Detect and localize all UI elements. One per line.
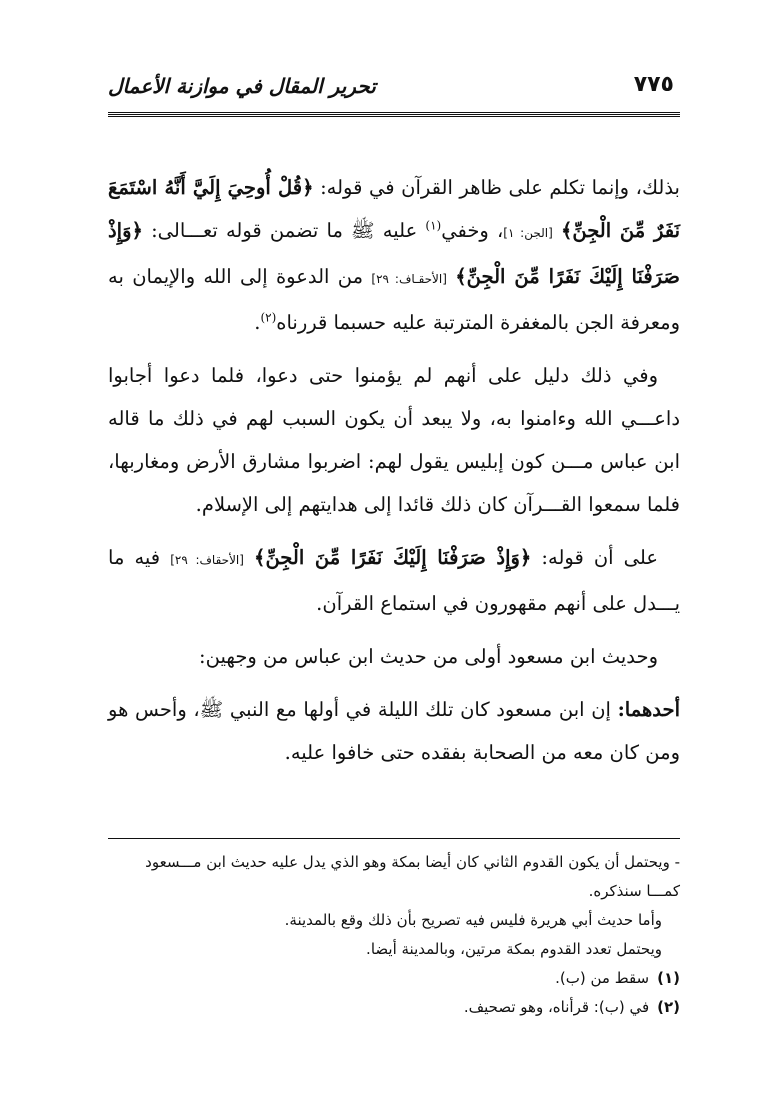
paragraph-3 — [108, 536, 680, 625]
footnote-number: (١) — [657, 969, 680, 987]
header-divider — [108, 112, 680, 117]
main-text — [108, 166, 680, 784]
text-segment: عليه ﷺ ما تضمن قوله تعـــالى: — [142, 219, 426, 242]
footnote-continuation: ويحتمل تعدد القدوم بمكة مرتين، وبالمدينة أيضا. — [366, 940, 662, 958]
text-segment: إن ابن مسعود كان تلك الليلة في أولها مع النبي ﷺ، وأحس هو ومن كان معه من الصحابة بفقده حتى خافوا عليه. — [108, 698, 680, 764]
verse-reference: [الأحقـاف: ٢٩] — [371, 272, 447, 286]
text-segment: . — [254, 311, 261, 334]
footnote-text: في (ب): قرأناه، وهو تصحيف. — [463, 998, 650, 1016]
text-segment: ، وخفي — [441, 219, 504, 242]
paragraph-5 — [108, 688, 680, 774]
footnotes — [108, 848, 680, 1022]
paragraph-1 — [108, 166, 680, 344]
text-segment: على أن قوله: — [531, 546, 658, 569]
point-heading: أحدهما: — [617, 698, 680, 721]
running-title: تحرير المقال في موازنة الأعمال — [108, 74, 376, 98]
footnote-number: (٢) — [657, 998, 680, 1016]
footnote-2 — [108, 993, 680, 1022]
text-segment: فيه ما يـــدل على أنهم مقهورون في استماع القرآن. — [108, 546, 680, 615]
footnote-marker: (١) — [425, 218, 442, 233]
text-segment: بذلك، وإنما تكلم على ظاهر القرآن في قوله: — [313, 176, 680, 199]
footnote-marker: (٢) — [260, 310, 277, 325]
quran-verse: ﴿قُلْ أُوحِيَ إِلَيَّ أَنَّهُ اسْتَمَعَ نَفَرٌ مِّنَ الْجِنِّ﴾ — [108, 176, 680, 242]
footnote-divider — [108, 838, 680, 839]
footnote-1 — [108, 964, 680, 993]
verse-reference: [الأحقاف: ٢٩] — [170, 553, 244, 567]
footnote-continuation: وأما حديث أبي هريرة فليس فيه تصريح بأن ذلك وقع بالمدينة. — [284, 911, 662, 929]
text-segment: من الدعوة إلى الله والإيمان به ومعرفة الجن بالمغفرة المترتبة عليه حسبما قررناه — [108, 265, 680, 334]
quran-verse: ﴿وَإِذْ صَرَفْنَا إِلَيْكَ نَفَرًا مِّنَ الْجِنِّ﴾ — [108, 219, 680, 288]
page-header — [108, 70, 680, 106]
verse-reference: [الجن: ١] — [503, 226, 553, 240]
paragraph-4: وحديث ابن مسعود أولى من حديث ابن عباس من وجهين: — [199, 645, 658, 668]
footnote-text: سقط من (ب). — [555, 969, 650, 987]
paragraph-2: وفي ذلك دليل على أنهم لم يؤمنوا حتى دعوا، فلما دعوا أجابوا داعـــي الله وءامنوا به، ولا يبعد أن يكون السبب لهم في ذلك ما قاله ابن عباس مـــن كون إبليس يقول لهم: اضربوا مشارق الأرض ومغاربها، فلما سمعوا القـــرآن كان ذلك قائدا إلى هدايتهم إلى الإسلام. — [108, 364, 680, 516]
quran-verse: ﴿وَإِذْ صَرَفْنَا إِلَيْكَ نَفَرًا مِّنَ الْجِنِّ﴾ — [254, 546, 532, 569]
page-number: ٧٧٥ — [633, 72, 674, 97]
footnote-continuation: - ويحتمل أن يكون القدوم الثاني كان أيضا بمكة وهو الذي يدل عليه حديث ابن مـــسعود كمـــا سنذكره. — [145, 853, 680, 900]
